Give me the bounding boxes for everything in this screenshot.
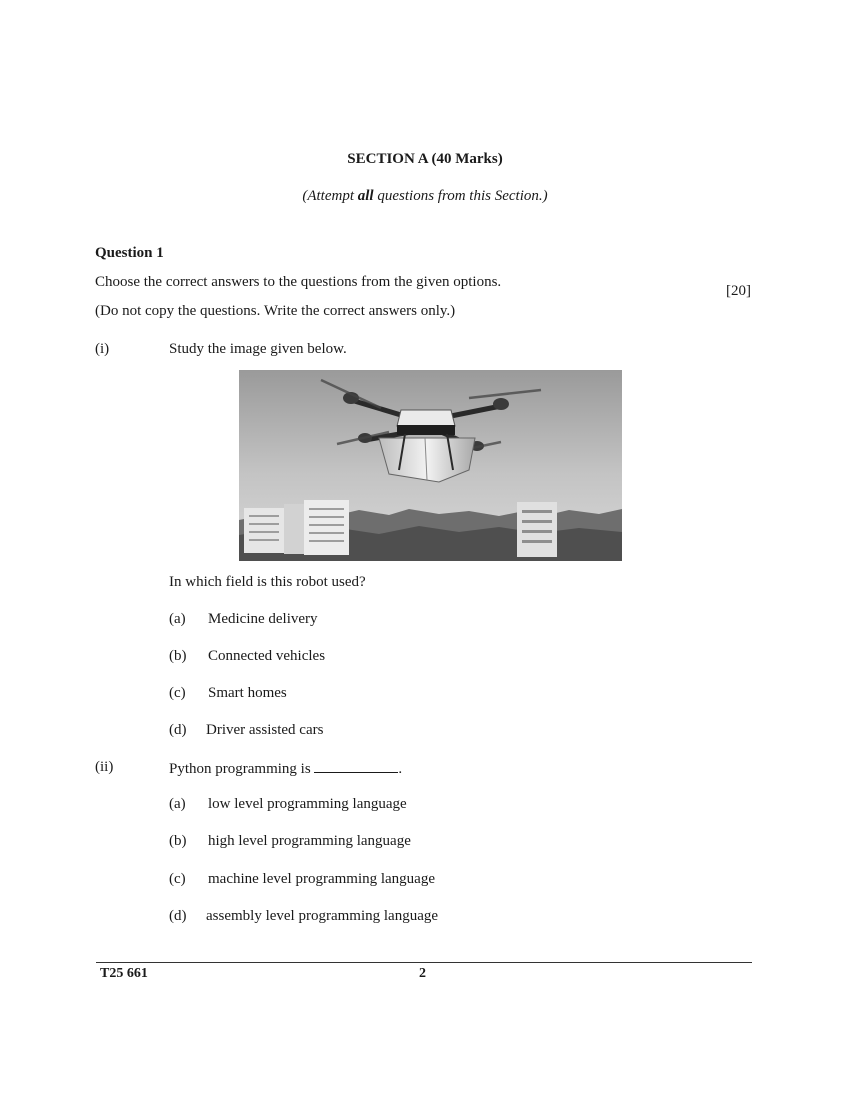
- subquestion-i-number: (i): [95, 341, 110, 357]
- option-i-d-text: Driver assisted cars: [206, 722, 324, 738]
- option-ii-b-text: high level programming language: [208, 833, 411, 849]
- option-i-c-label: (c): [169, 685, 186, 701]
- option-ii-a-text: low level programming language: [208, 796, 407, 812]
- subquestion-i-prompt: In which field is this robot used?: [169, 574, 366, 590]
- option-ii-c-text: machine level programming language: [208, 871, 435, 887]
- footer-code: T25 661: [100, 966, 148, 981]
- option-i-a-label: (a): [169, 611, 186, 627]
- footer-page-number: 2: [419, 966, 426, 981]
- option-i-b-label: (b): [169, 648, 187, 664]
- subquestion-i-text: Study the image given below.: [169, 341, 347, 357]
- question-marks: [20]: [726, 283, 751, 299]
- option-ii-b-label: (b): [169, 833, 187, 849]
- drone-photo-svg: [239, 370, 622, 561]
- option-i-a-text: Medicine delivery: [208, 611, 318, 627]
- drone-body-band: [397, 425, 455, 435]
- option-ii-d-text: assembly level programming language: [206, 908, 439, 924]
- option-ii-a-label: (a): [169, 796, 186, 812]
- section-instruction-suffix: questions from this Section.): [373, 188, 548, 204]
- question-heading: Question 1: [95, 245, 164, 261]
- option-i-c-text: Smart homes: [208, 685, 287, 701]
- question-instruction-2: (Do not copy the questions. Write the correct answers only.): [95, 303, 456, 319]
- building-left-1: [244, 508, 284, 553]
- subquestion-ii-line: [169, 759, 402, 778]
- drone-delivery-image: [239, 370, 622, 561]
- option-i-d-label: (d): [169, 722, 187, 738]
- section-instruction-bold: all: [357, 188, 374, 204]
- subquestion-ii-end: .: [398, 761, 403, 777]
- option-i-b-text: Connected vehicles: [208, 648, 326, 664]
- drone-body-top: [397, 410, 455, 426]
- option-ii-d-label: (d): [169, 908, 187, 924]
- option-ii-c-label: (c): [169, 871, 186, 887]
- subquestion-ii-number: (ii): [95, 759, 114, 775]
- question-instruction-1: Choose the correct answers to the questions from the given options.: [95, 274, 502, 290]
- subquestion-ii-text: Python programming is: [169, 761, 311, 777]
- section-instruction: [0, 188, 850, 205]
- answer-blank: [314, 759, 398, 773]
- section-instruction-prefix: (Attempt: [302, 188, 358, 204]
- section-title: SECTION A (40 Marks): [347, 151, 503, 167]
- footer-rule: [96, 962, 752, 963]
